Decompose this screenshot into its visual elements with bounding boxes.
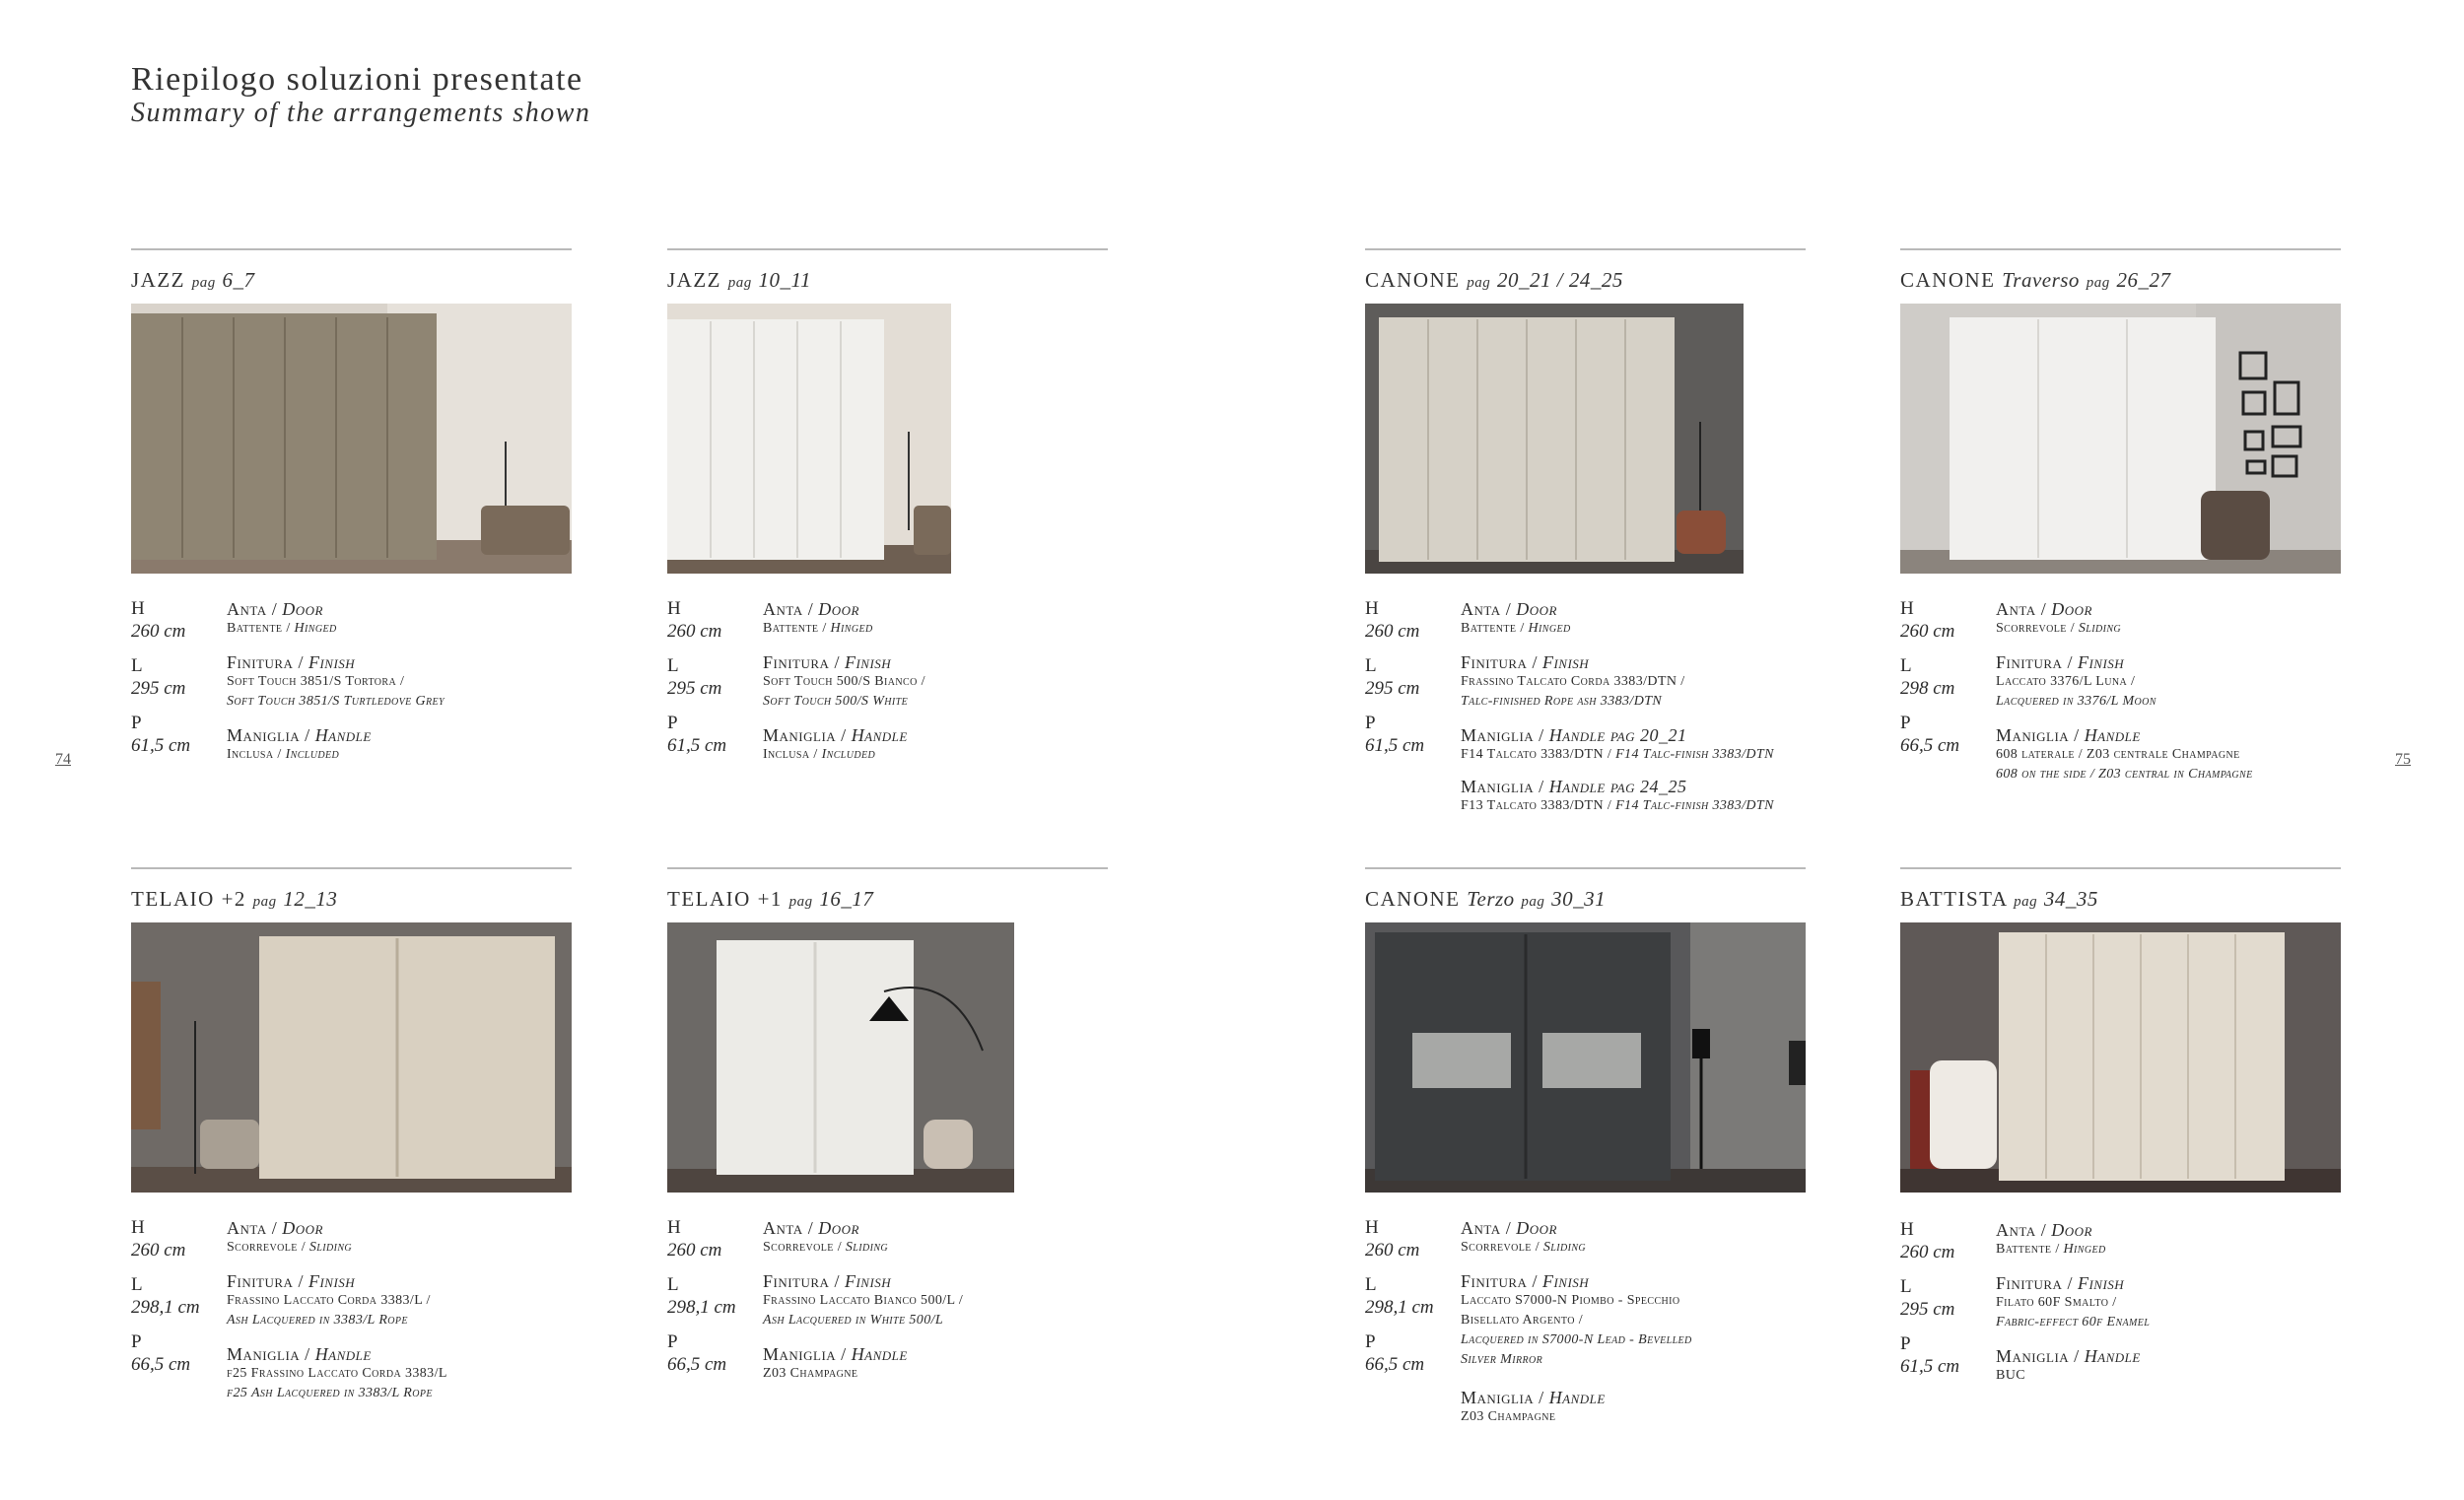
page-title: Riepilogo soluzioni presentate xyxy=(131,61,583,98)
catalog-spread: Riepilogo soluzioni presentate Summary of the arrangements shown 74 75 JAZZ pag 6_7 H 260 cm L 295 cm P 61,5 cm Anta / Door Battente / Hinged Finitura / Finish Soft Touch 3851/S Tortora / Soft Touch 3851/S Turtledove Grey Maniglia / Handle Inclusa / Included JAZZ pag 10_11 H 260 cm L 295 cm P 61,5 cm Anta / Door Battente / Hinged Finitura / Finish Soft Touch 500/S Bianco / Soft Touch 500/S White Maniglia / Handle Inclusa / Included CANONE pag 20_21 / 24_25 H 260 cm L 295 cm P 61,5 cm Anta / Door Battente / Hinged Finitura / Finish Frassino Talcato Corda 3383/DTN / Talc-finished Rope ash 3383/DTN Maniglia / Handle pag 20_21 F14 Talcato 3383/DTN / F14 Talc-finish 3383/DTN Maniglia / Handle pag 24_25 F13 Talcato 3383/DTN / F14 Talc-finish 3383/DTN CANONE Traverso pag 26_27 H 260 cm L 298 cm P 66,5 cm Anta / Door Scorrevole / Sliding Finitura / Finish Laccato 3376/L Luna / Lacquered in 3376/L Moon Maniglia / Handle 608 laterale / Z03 centrale Champagne 608 on the side / Z03 central in Champagne TELAIO +2 pag 12_13 H 260 cm L 298,1 cm P 66,5 cm Anta / Door Scorrevole / Sliding Finitura / Finish Frassino Laccato Corda 3383/L / Ash Lacquered in 3383/L Rope Maniglia / Handle f25 Frassino Laccato Corda 3383/L f25 Ash Lacquered in 3383/L Rope TELAIO +1 pag 16_17 H 260 cm L 298,1 cm P 66,5 cm Anta / Door Scorrevole / Sliding Finitura / Finish Frassino Laccato Bianco 500/L / Ash Lacquered in White 500/L Maniglia / Handle Z03 Champagne CANONE Terzo pag 30_31 H 260 cm L 298,1 cm P 66,5 cm Anta / Door Scorrevole / Sliding Finitura / Finish Laccato S7000-N Piombo - Specchio Bisellato Argento / Lacquered in S7000-N Lead - Bevelled Silver Mirror Maniglia / Handle Z03 Champagne BATTISTA pag 34_35 H 260 cm L 295 cm P 61,5 cm Anta / Door Battente / Hinged Finitura / Finish Filato 60F Smalto / Fabric-effect 60f Enamel Maniglia / Handle BUC xyxy=(0,0,2464,1500)
card-heading: CANONE pag 20_21 / 24_25 xyxy=(1365,268,1623,292)
card-divider xyxy=(1900,867,2341,869)
wardrobe-photo xyxy=(131,922,572,1193)
card-heading: TELAIO +2 pag 12_13 xyxy=(131,887,338,911)
card-divider xyxy=(1365,248,1806,250)
card-divider xyxy=(131,867,572,869)
card-divider xyxy=(1365,867,1806,869)
card-divider xyxy=(667,867,1108,869)
card-divider xyxy=(131,248,572,250)
card-heading: JAZZ pag 10_11 xyxy=(667,268,811,292)
card-heading: BATTISTA pag 34_35 xyxy=(1900,887,2098,911)
wardrobe-photo xyxy=(1365,922,1806,1193)
wardrobe-photo xyxy=(131,304,572,574)
wardrobe-photo xyxy=(1900,922,2341,1193)
card-divider xyxy=(1900,248,2341,250)
wardrobe-photo xyxy=(1365,304,1744,574)
card-heading: CANONE Traverso pag 26_27 xyxy=(1900,268,2171,292)
card-heading: JAZZ pag 6_7 xyxy=(131,268,255,292)
page-subtitle: Summary of the arrangements shown xyxy=(131,98,591,128)
wardrobe-photo xyxy=(667,304,951,574)
card-heading: TELAIO +1 pag 16_17 xyxy=(667,887,874,911)
wardrobe-photo xyxy=(667,922,1014,1193)
page-number-left: 74 xyxy=(55,751,71,768)
page-number-right: 75 xyxy=(2395,751,2411,768)
card-divider xyxy=(667,248,1108,250)
wardrobe-photo xyxy=(1900,304,2341,574)
card-heading: CANONE Terzo pag 30_31 xyxy=(1365,887,1607,911)
